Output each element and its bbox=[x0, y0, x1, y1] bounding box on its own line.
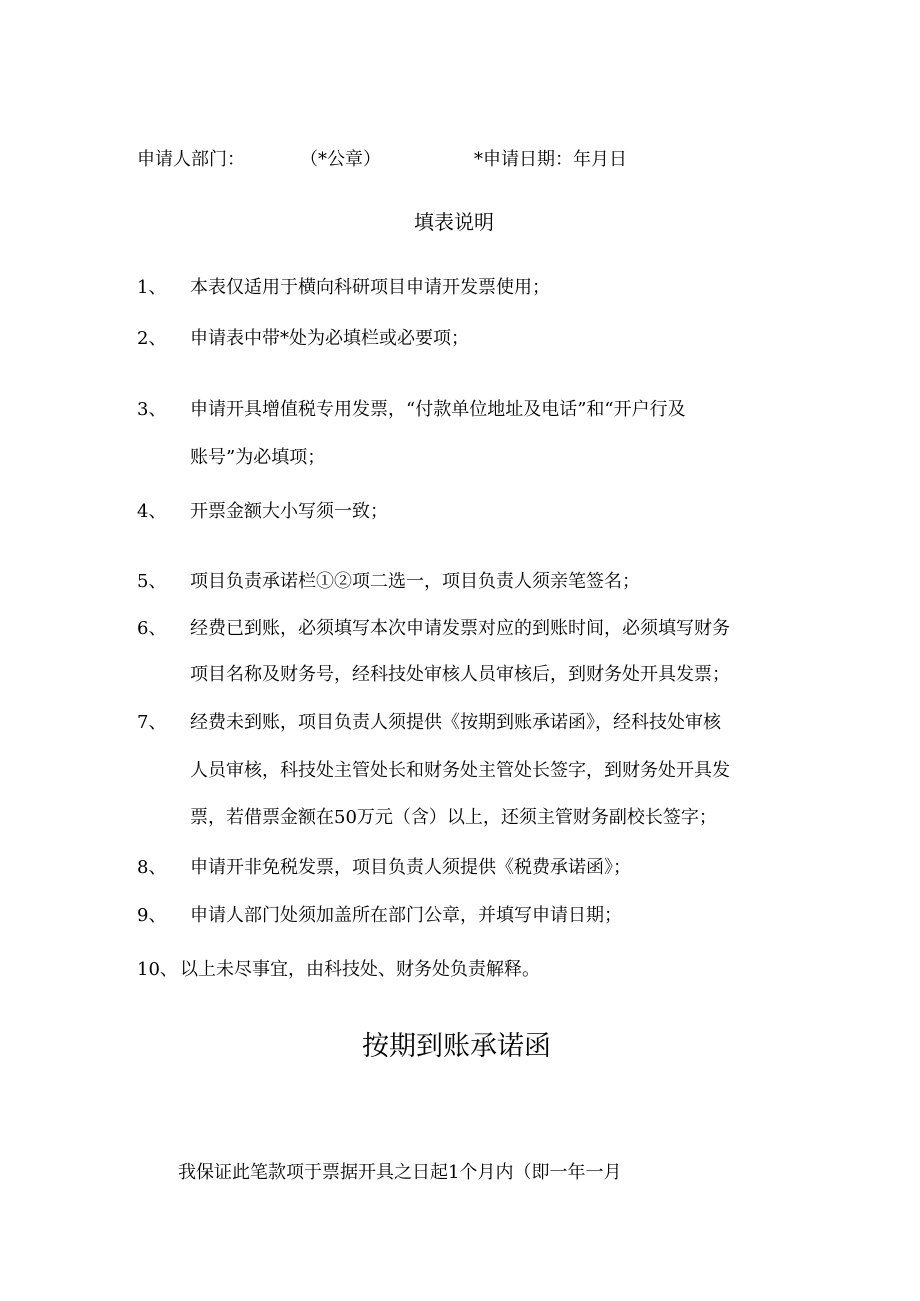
item-number: 7、 bbox=[137, 712, 167, 733]
item-number: 1、 bbox=[137, 277, 167, 298]
item-text-continued: 人员审核，科技处主管处长和财务处主管处长签字，到财务处开具发 bbox=[190, 760, 730, 781]
item-number: 3、 bbox=[137, 399, 167, 420]
item-text: 经费已到账，必须填写本次申请发票对应的到账时间，必须填写财务 bbox=[190, 618, 730, 639]
item-text: 项目负责承诺栏①②项二选一，项目负责人须亲笔签名； bbox=[190, 571, 640, 592]
item-number: 6、 bbox=[137, 618, 167, 639]
apply-date-label: *申请日期：年月日 bbox=[474, 149, 627, 170]
item-text: 本表仅适用于横向科研项目申请开发票使用； bbox=[190, 277, 550, 298]
item-text: 开票金额大小写须一致； bbox=[190, 501, 388, 522]
item-text: 经费未到账，项目负责人须提供《按期到账承诺函》，经科技处审核 bbox=[190, 712, 721, 733]
letter-body-text: 我保证此笔款项于票据开具之日起1个月内（即一年一月 bbox=[178, 1162, 622, 1183]
item-text: 申请开具增值税专用发票，“付款单位地址及电话”和“开户行及 bbox=[190, 399, 686, 420]
item-number: 2、 bbox=[137, 328, 167, 349]
item-text: 以上未尽事宜，由科技处、财务处负责解释。 bbox=[180, 959, 540, 980]
item-number: 10、 bbox=[137, 959, 178, 980]
item-number: 4、 bbox=[137, 501, 167, 522]
item-text: 申请人部门处须加盖所在部门公章，并填写申请日期； bbox=[190, 905, 622, 926]
item-text-continued: 票，若借票金额在50万元（含）以上，还须主管财务副校长签字； bbox=[190, 807, 717, 828]
item-text: 申请表中带*处为必填栏或必要项； bbox=[190, 328, 469, 349]
seal-label: （*公章） bbox=[300, 149, 381, 170]
instructions-title: 填表说明 bbox=[414, 210, 494, 234]
item-text-continued: 项目名称及财务号，经科技处审核人员审核后，到财务处开具发票； bbox=[190, 664, 730, 685]
item-number: 9、 bbox=[137, 905, 167, 926]
applicant-dept-label: 申请人部门： bbox=[137, 149, 245, 170]
item-text-continued: 账号”为必填项； bbox=[190, 447, 326, 468]
item-number: 8、 bbox=[137, 857, 167, 878]
item-text: 申请开非免税发票，项目负责人须提供《税费承诺函》； bbox=[190, 857, 631, 878]
commitment-letter-title: 按期到账承诺函 bbox=[362, 1031, 551, 1062]
item-number: 5、 bbox=[137, 571, 167, 592]
